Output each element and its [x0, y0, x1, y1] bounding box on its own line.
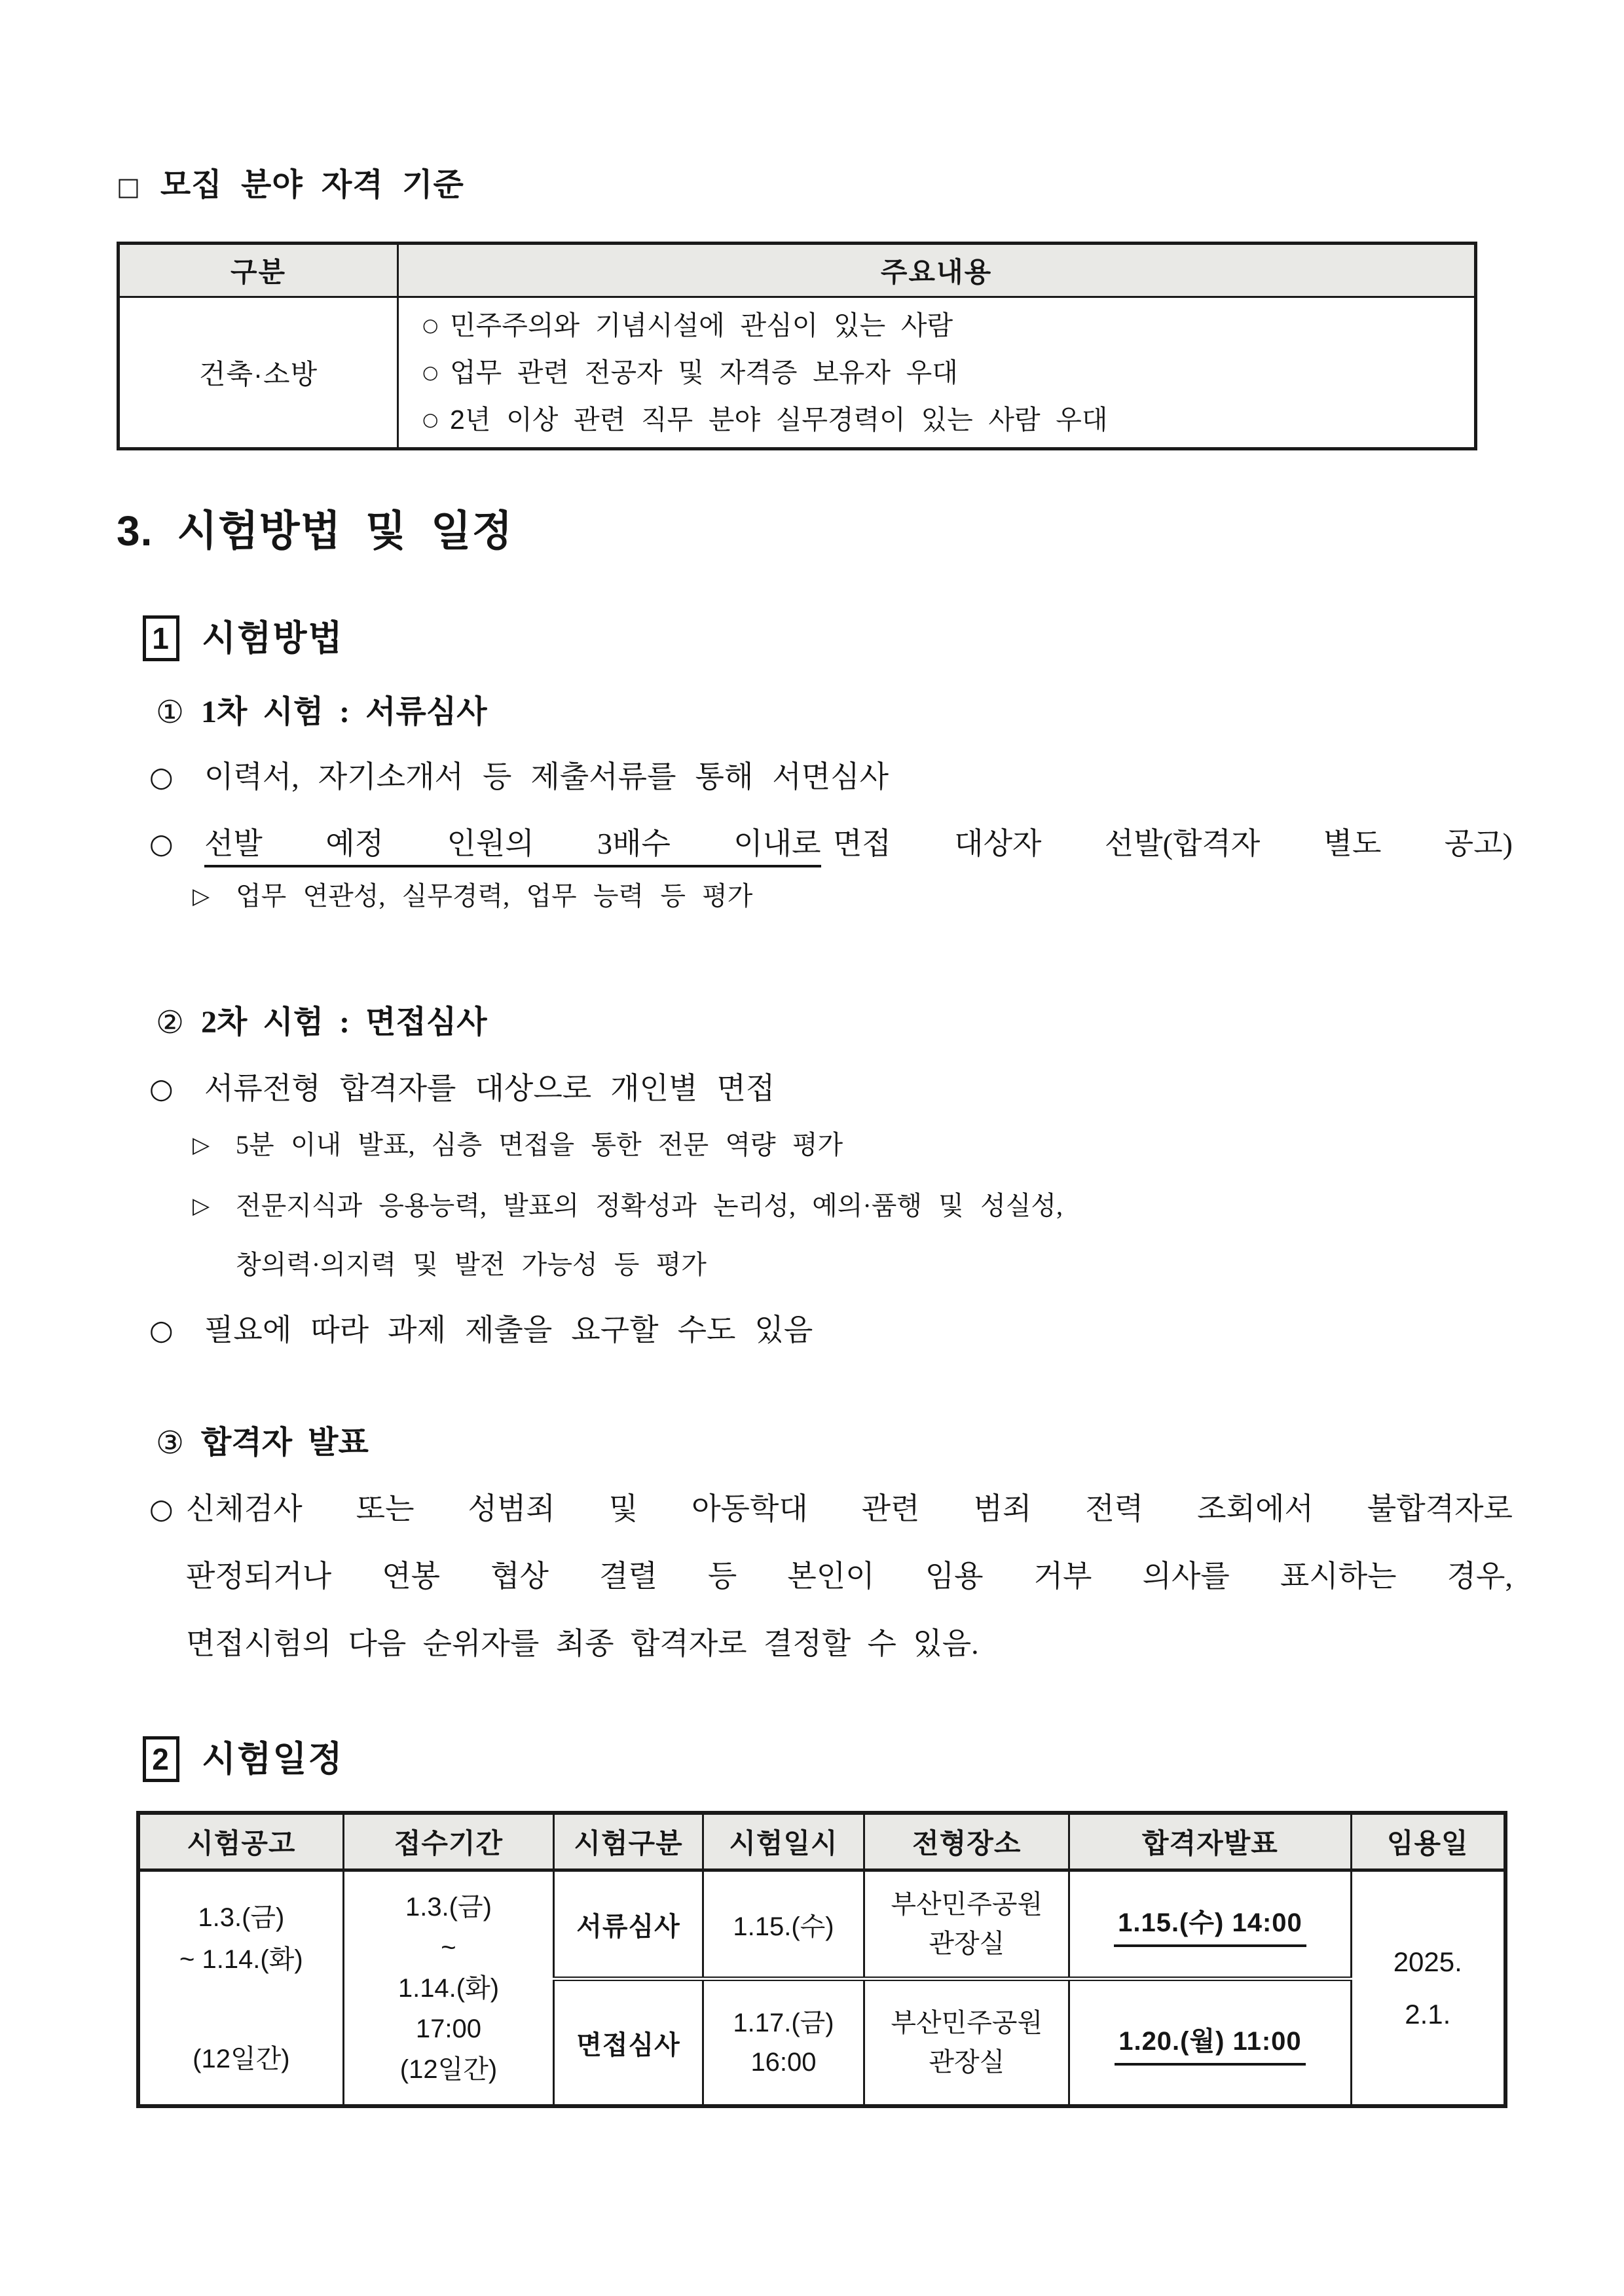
apply-line4: 17:00 — [415, 2014, 482, 2043]
apply-line3: 1.14.(화) — [397, 1973, 500, 2003]
bullet-line — [149, 1070, 1513, 1108]
list-item — [422, 302, 1458, 349]
bullet-paragraph — [149, 1475, 1513, 1677]
circle-bullet-icon: ○ — [149, 828, 174, 860]
schedule-table — [136, 1811, 1507, 2108]
list-item — [422, 349, 1458, 396]
result-announcement-cell — [1069, 1870, 1351, 1979]
sub-bullet-line — [193, 1176, 1513, 1294]
place-line1: 부산민주공원 — [891, 2009, 1043, 2037]
table-row — [119, 297, 1476, 449]
triangle-bullet-icon: ▷ — [193, 883, 210, 909]
appointment-date-cell — [1351, 1870, 1505, 2107]
round1-title: 1차 시험 : 서류심사 — [201, 695, 487, 729]
bullet-line — [149, 1311, 1513, 1349]
circled-1-icon: ① — [156, 694, 185, 731]
apply-line5: (12일간) — [399, 2054, 498, 2084]
col-appointment-date: 임용일 — [1351, 1813, 1505, 1870]
apply-line1: 1.3.(금) — [405, 1892, 492, 1922]
sub-bullet-line — [193, 1129, 1513, 1161]
bullet-text-rest: 면접 대상자 선발(합격자 별도 공고) — [832, 827, 1513, 860]
qual-content-cell — [398, 297, 1476, 449]
boxed-number-1: 1 — [143, 615, 179, 661]
announce-line3: (12일간) — [193, 2044, 290, 2073]
qualification-table-header-row — [119, 244, 1476, 297]
exam-type-cell: 면접심사 — [554, 1979, 703, 2107]
announce-line2: ~ 1.14.(화) — [179, 1944, 303, 1974]
col-exam-place: 전형장소 — [864, 1813, 1069, 1870]
announce-line1: 1.3.(금) — [198, 1903, 285, 1932]
circle-bullet-icon: ○ — [149, 1072, 174, 1104]
qualification-table — [117, 242, 1477, 450]
qual-item-text: 2년 이상 관련 직무 분야 실무경력이 있는 사람 우대 — [450, 405, 1108, 435]
result-announcement-cell — [1069, 1979, 1351, 2107]
bullet-line — [149, 825, 1513, 863]
page-title: 3. 시험방법 및 일정 — [117, 507, 513, 555]
circle-bullet-icon: ○ — [149, 1493, 174, 1525]
bullet-text: 필요에 따라 과제 제출을 요구할 수도 있음 — [204, 1313, 813, 1347]
paragraph-line1: 신체검사 또는 성범죄 및 아동학대 관련 범죄 전력 조회에서 불합격자로 — [186, 1492, 1513, 1525]
round2-title: 2차 시험 : 면접심사 — [201, 1005, 487, 1040]
sub-bullet-text-line2: 창의력·의지력 및 발전 가능성 등 평가 — [236, 1250, 707, 1279]
circle-bullet-icon: ○ — [422, 409, 439, 430]
apply-line2: ~ — [441, 1933, 456, 1962]
place-line1: 부산민주공원 — [891, 1890, 1043, 1919]
circle-bullet-icon: ○ — [422, 314, 439, 336]
sub-bullet-text — [236, 1176, 1063, 1294]
result-datetime: 1.20.(월) 11:00 — [1115, 2020, 1305, 2066]
col-exam-datetime: 시험일시 — [703, 1813, 864, 1870]
circle-bullet-icon: ○ — [149, 761, 174, 793]
qual-col-content: 주요내용 — [398, 244, 1476, 297]
round3-heading — [156, 1425, 1513, 1461]
qual-item-text: 업무 관련 전공자 및 자격증 보유자 우대 — [450, 357, 958, 388]
circled-3-icon: ③ — [156, 1425, 185, 1461]
triangle-bullet-icon: ▷ — [193, 1193, 210, 1219]
exam-datetime-cell: 1.15.(수) — [703, 1870, 864, 1979]
circle-bullet-icon: ○ — [149, 1314, 174, 1346]
result-datetime: 1.15.(수) 14:00 — [1114, 1902, 1306, 1947]
round1-heading — [156, 694, 1513, 731]
appointment-line1: 2025. — [1393, 1946, 1462, 1977]
circle-bullet-icon: ○ — [422, 361, 439, 383]
exam-type-cell: 서류심사 — [554, 1870, 703, 1979]
sub-bullet-text: 업무 연관성, 실무경력, 업무 능력 등 평가 — [236, 881, 753, 911]
list-item — [422, 396, 1458, 443]
datetime-line2: 16:00 — [750, 2048, 817, 2077]
sub-bullet-line — [193, 880, 1513, 913]
paragraph-text — [186, 1475, 1513, 1677]
announcement-period-cell — [138, 1870, 343, 2107]
square-bullet-icon: □ — [117, 172, 141, 201]
sub-bullet-text: 5분 이내 발표, 심층 면접을 통한 전문 역량 평가 — [236, 1130, 843, 1159]
qual-col-category: 구분 — [119, 244, 398, 297]
boxed-number-2: 2 — [143, 1736, 179, 1782]
paragraph-line3: 면접시험의 다음 순위자를 최종 합격자로 결정할 수 있음. — [186, 1627, 979, 1660]
place-line2: 관장실 — [929, 2048, 1005, 2077]
qual-category-cell: 건축·소방 — [119, 297, 398, 449]
schedule-table-header-row — [138, 1813, 1505, 1870]
application-period-cell — [343, 1870, 554, 2107]
round2-heading — [156, 1004, 1513, 1041]
exam-datetime-cell — [703, 1979, 864, 2107]
bullet-text — [204, 825, 1513, 863]
triangle-bullet-icon: ▷ — [193, 1132, 210, 1158]
place-line2: 관장실 — [929, 1929, 1005, 1958]
qual-item-text: 민주주의와 기념시설에 관심이 있는 사람 — [450, 310, 953, 340]
bullet-line — [149, 758, 1513, 796]
col-result-announcement: 합격자발표 — [1069, 1813, 1351, 1870]
col-exam-announcement: 시험공고 — [138, 1813, 343, 1870]
sub-bullet-text-line1: 전문지식과 응용능력, 발표의 정확성과 논리성, 예의·품행 및 성실성, — [236, 1191, 1063, 1220]
table-row — [138, 1870, 1505, 1979]
appointment-line2: 2.1. — [1405, 1998, 1451, 2030]
circled-2-icon: ② — [156, 1004, 185, 1041]
col-application-period: 접수기간 — [343, 1813, 554, 1870]
method-section-heading — [143, 613, 1513, 664]
bullet-text: 이력서, 자기소개서 등 제출서류를 통해 서면심사 — [204, 760, 889, 793]
col-exam-type: 시험구분 — [554, 1813, 703, 1870]
schedule-section-title: 시험일정 — [202, 1740, 344, 1779]
exam-place-cell — [864, 1979, 1069, 2107]
recruit-criteria-heading — [117, 167, 1513, 204]
bullet-text: 서류전형 합격자를 대상으로 개인별 면접 — [204, 1072, 775, 1105]
recruit-criteria-title: 모집 분야 자격 기준 — [160, 168, 464, 202]
paragraph-line2: 판정되거나 연봉 협상 결렬 등 본인이 임용 거부 의사를 표시하는 경우, — [186, 1559, 1513, 1593]
underlined-phrase: 선발 예정 인원의 3배수 이내로 — [204, 827, 821, 867]
round3-title: 합격자 발표 — [201, 1425, 369, 1460]
datetime-line1: 1.17.(금) — [733, 2009, 834, 2037]
method-section-title: 시험방법 — [202, 619, 344, 658]
exam-place-cell — [864, 1870, 1069, 1979]
schedule-section-heading — [143, 1734, 1513, 1785]
